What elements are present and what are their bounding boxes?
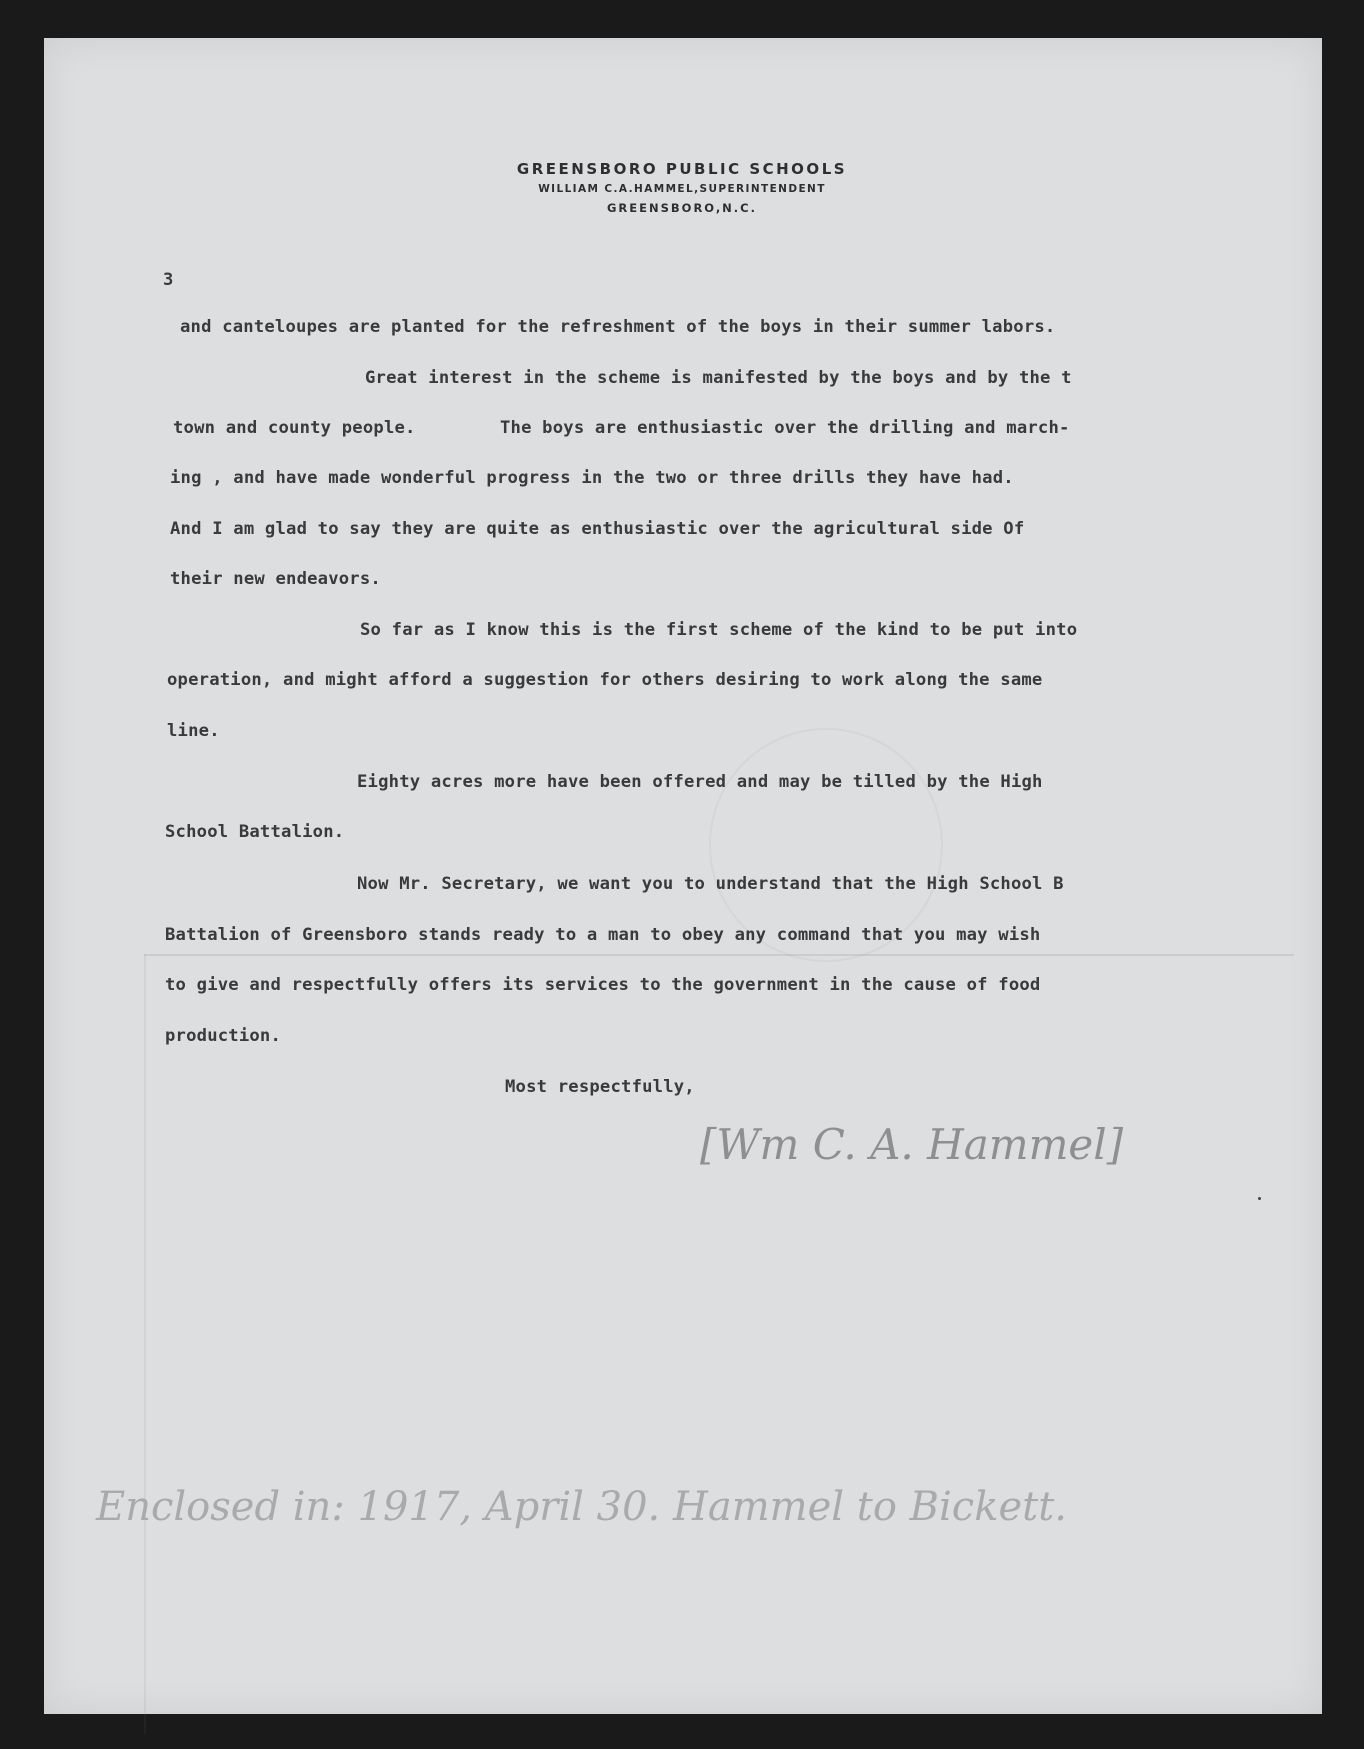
closing: Most respectfully, (505, 1077, 695, 1097)
body-line: line. (167, 721, 220, 741)
body-line: Great interest in the scheme is manifested by the boys and by the t (365, 368, 1072, 388)
body-line: ing , and have made wonderful progress in the two or three drills they have had. (170, 468, 1014, 488)
archival-note: Enclosed in: 1917, April 30. Hammel to Bickett. (96, 1484, 1067, 1530)
body-line: And I am glad to say they are quite as enthusiastic over the agricultural side Of (170, 519, 1025, 539)
body-line: and canteloupes are planted for the refreshment of the boys in their summer labors. (180, 317, 1056, 337)
letterhead (0, 160, 1364, 215)
body-line: Now Mr. Secretary, we want you to understand that the High School B (357, 874, 1064, 894)
fold-line (144, 954, 1294, 956)
body-line: So far as I know this is the first scheme of the kind to be put into (360, 620, 1078, 640)
letterhead-title: GREENSBORO PUBLIC SCHOOLS (516, 160, 848, 178)
body-line: town and county people. The boys are enthusiastic over the drilling and march- (173, 418, 1070, 438)
body-line: School Battalion. (165, 822, 345, 842)
body-line: operation, and might afford a suggestion for others desiring to work along the same (167, 670, 1043, 690)
body-line: production. (165, 1026, 282, 1046)
letterhead-city: GREENSBORO,N.C. (606, 201, 757, 215)
page-number: 3 (163, 270, 174, 290)
letterhead-superintendent: WILLIAM C.A.HAMMEL,SUPERINTENDENT (538, 183, 826, 195)
body-line: to give and respectfully offers its services to the government in the cause of food (165, 975, 1041, 995)
body-line: Eighty acres more have been offered and may be tilled by the High (357, 772, 1043, 792)
body-line: Battalion of Greensboro stands ready to a man to obey any command that you may wish (165, 925, 1041, 945)
fold-line-vertical (144, 954, 146, 1734)
body-line: their new endeavors. (170, 569, 381, 589)
signature: [Wm C. A. Hammel] (700, 1120, 1124, 1169)
paper-speck (1258, 1197, 1261, 1200)
